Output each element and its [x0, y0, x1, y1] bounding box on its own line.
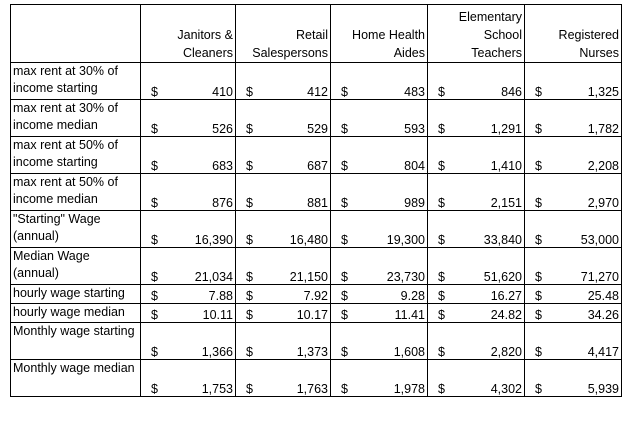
currency-symbol: $ [535, 122, 542, 136]
row-label: max rent at 30% of income median [11, 100, 141, 137]
currency-symbol: $ [341, 85, 348, 99]
column-header-line: School [483, 28, 522, 42]
cell-value: 16,480 [289, 233, 328, 247]
cell-value: 804 [404, 159, 425, 173]
row-label: Monthly wage starting [11, 323, 141, 360]
row-label: hourly wage median [11, 304, 141, 323]
currency-symbol: $ [438, 233, 445, 247]
column-header [428, 5, 525, 63]
value-cell [141, 323, 236, 360]
cell-value: 687 [307, 159, 328, 173]
cell-value: 683 [212, 159, 233, 173]
value-cell [428, 285, 525, 304]
currency-symbol: $ [246, 196, 253, 210]
cell-value: 10.11 [202, 308, 233, 322]
value-cell [331, 360, 428, 397]
currency-symbol: $ [535, 233, 542, 247]
currency-symbol: $ [151, 159, 158, 173]
header-blank-cell [11, 5, 141, 63]
currency-symbol: $ [535, 85, 542, 99]
currency-symbol: $ [246, 289, 253, 303]
cell-value: 19,300 [386, 233, 425, 247]
currency-symbol: $ [151, 289, 158, 303]
cell-value: 1,325 [587, 85, 619, 99]
cell-value: 21,150 [289, 270, 328, 284]
currency-symbol: $ [151, 270, 158, 284]
currency-symbol: $ [438, 308, 445, 322]
currency-symbol: $ [535, 308, 542, 322]
value-cell [525, 100, 622, 137]
currency-symbol: $ [438, 270, 445, 284]
column-header [331, 5, 428, 63]
cell-value: 593 [404, 122, 425, 136]
currency-symbol: $ [246, 85, 253, 99]
wage-rent-table [10, 4, 622, 397]
value-cell [428, 304, 525, 323]
value-cell [428, 63, 525, 100]
table-row [11, 248, 622, 285]
value-cell [331, 211, 428, 248]
currency-symbol: $ [151, 345, 158, 359]
currency-symbol: $ [438, 345, 445, 359]
currency-symbol: $ [535, 270, 542, 284]
value-cell [428, 137, 525, 174]
column-header-line: Salespersons [252, 46, 328, 60]
cell-value: 881 [307, 196, 328, 210]
row-label: hourly wage starting [11, 285, 141, 304]
value-cell [236, 323, 331, 360]
cell-value: 1,608 [393, 345, 425, 359]
cell-value: 1,291 [490, 122, 522, 136]
table-row [11, 63, 622, 100]
cell-value: 5,939 [587, 382, 619, 396]
value-cell [331, 323, 428, 360]
currency-symbol: $ [151, 308, 158, 322]
cell-value: 4,417 [587, 345, 619, 359]
cell-value: 16,390 [194, 233, 233, 247]
value-cell [525, 174, 622, 211]
cell-value: 9.28 [400, 289, 425, 303]
column-header [141, 5, 236, 63]
cell-value: 7.88 [208, 289, 233, 303]
currency-symbol: $ [341, 382, 348, 396]
column-header-line: Home Health [352, 28, 425, 42]
currency-symbol: $ [341, 289, 348, 303]
cell-value: 4,302 [490, 382, 522, 396]
value-cell [236, 248, 331, 285]
value-cell [331, 174, 428, 211]
cell-value: 2,151 [490, 196, 522, 210]
row-label: "Starting" Wage (annual) [11, 211, 141, 248]
value-cell [428, 174, 525, 211]
currency-symbol: $ [246, 159, 253, 173]
cell-value: 24.82 [490, 308, 522, 322]
currency-symbol: $ [151, 382, 158, 396]
currency-symbol: $ [246, 122, 253, 136]
column-header [525, 5, 622, 63]
cell-value: 1,782 [587, 122, 619, 136]
currency-symbol: $ [341, 345, 348, 359]
currency-symbol: $ [341, 270, 348, 284]
value-cell [331, 63, 428, 100]
value-cell [525, 304, 622, 323]
value-cell [331, 304, 428, 323]
value-cell [428, 211, 525, 248]
value-cell [141, 100, 236, 137]
value-cell [141, 174, 236, 211]
currency-symbol: $ [151, 196, 158, 210]
value-cell [525, 63, 622, 100]
value-cell [331, 137, 428, 174]
cell-value: 16.27 [490, 289, 522, 303]
currency-symbol: $ [151, 233, 158, 247]
cell-value: 483 [404, 85, 425, 99]
cell-value: 23,730 [386, 270, 425, 284]
value-cell [141, 211, 236, 248]
value-cell [236, 211, 331, 248]
value-cell [428, 100, 525, 137]
value-cell [141, 304, 236, 323]
table-row [11, 360, 622, 397]
column-header-line: Cleaners [182, 46, 233, 60]
cell-value: 846 [501, 85, 522, 99]
table-row [11, 211, 622, 248]
value-cell [141, 360, 236, 397]
currency-symbol: $ [246, 233, 253, 247]
value-cell [141, 285, 236, 304]
column-header-line: Elementary [458, 10, 522, 24]
currency-symbol: $ [438, 85, 445, 99]
value-cell [525, 248, 622, 285]
table-body [11, 63, 622, 397]
value-cell [236, 100, 331, 137]
cell-value: 1,366 [201, 345, 233, 359]
column-header-line: Registered [558, 28, 619, 42]
cell-value: 11.41 [394, 308, 425, 322]
cell-value: 1,373 [296, 345, 328, 359]
row-label: Median Wage (annual) [11, 248, 141, 285]
currency-symbol: $ [438, 159, 445, 173]
currency-symbol: $ [246, 308, 253, 322]
table-row [11, 137, 622, 174]
column-header [236, 5, 331, 63]
currency-symbol: $ [341, 122, 348, 136]
value-cell [236, 360, 331, 397]
cell-value: 529 [307, 122, 328, 136]
cell-value: 34.26 [587, 308, 619, 322]
value-cell [141, 248, 236, 285]
cell-value: 2,970 [587, 196, 619, 210]
cell-value: 71,270 [580, 270, 619, 284]
row-label: Monthly wage median [11, 360, 141, 397]
cell-value: 989 [404, 196, 425, 210]
currency-symbol: $ [341, 196, 348, 210]
table-row [11, 323, 622, 360]
value-cell [236, 174, 331, 211]
currency-symbol: $ [341, 159, 348, 173]
cell-value: 7.92 [303, 289, 328, 303]
value-cell [236, 285, 331, 304]
value-cell [331, 100, 428, 137]
value-cell [525, 323, 622, 360]
currency-symbol: $ [535, 159, 542, 173]
currency-symbol: $ [535, 196, 542, 210]
value-cell [331, 285, 428, 304]
value-cell [525, 285, 622, 304]
currency-symbol: $ [438, 196, 445, 210]
cell-value: 33,840 [483, 233, 522, 247]
table-row [11, 285, 622, 304]
cell-value: 51,620 [483, 270, 522, 284]
column-header-line: Teachers [471, 46, 522, 60]
cell-value: 1,753 [201, 382, 233, 396]
currency-symbol: $ [438, 289, 445, 303]
cell-value: 412 [307, 85, 328, 99]
currency-symbol: $ [246, 270, 253, 284]
currency-symbol: $ [341, 308, 348, 322]
value-cell [525, 211, 622, 248]
cell-value: 2,208 [587, 159, 619, 173]
value-cell [236, 137, 331, 174]
cell-value: 1,978 [393, 382, 425, 396]
value-cell [141, 137, 236, 174]
column-header-line: Nurses [579, 46, 619, 60]
currency-symbol: $ [438, 122, 445, 136]
cell-value: 876 [212, 196, 233, 210]
currency-symbol: $ [535, 289, 542, 303]
row-label: max rent at 50% of income median [11, 174, 141, 211]
value-cell [236, 63, 331, 100]
cell-value: 10.17 [296, 308, 328, 322]
currency-symbol: $ [535, 345, 542, 359]
column-header-line: Aides [393, 46, 425, 60]
cell-value: 21,034 [194, 270, 233, 284]
table-row [11, 304, 622, 323]
cell-value: 1,410 [490, 159, 522, 173]
table-row [11, 174, 622, 211]
currency-symbol: $ [535, 382, 542, 396]
table-row [11, 100, 622, 137]
cell-value: 2,820 [490, 345, 522, 359]
value-cell [141, 63, 236, 100]
value-cell [428, 248, 525, 285]
currency-symbol: $ [151, 122, 158, 136]
value-cell [428, 360, 525, 397]
cell-value: 53,000 [580, 233, 619, 247]
currency-symbol: $ [151, 85, 158, 99]
value-cell [428, 323, 525, 360]
header-row [11, 5, 622, 63]
value-cell [525, 360, 622, 397]
cell-value: 410 [212, 85, 233, 99]
currency-symbol: $ [246, 345, 253, 359]
currency-symbol: $ [438, 382, 445, 396]
cell-value: 1,763 [296, 382, 328, 396]
row-label: max rent at 30% of income starting [11, 63, 141, 100]
cell-value: 25.48 [587, 289, 619, 303]
currency-symbol: $ [341, 233, 348, 247]
value-cell [525, 137, 622, 174]
column-header-line: Janitors & [177, 28, 233, 42]
row-label: max rent at 50% of income starting [11, 137, 141, 174]
cell-value: 526 [212, 122, 233, 136]
currency-symbol: $ [246, 382, 253, 396]
column-header-line: Retail [296, 28, 328, 42]
value-cell [331, 248, 428, 285]
value-cell [236, 304, 331, 323]
